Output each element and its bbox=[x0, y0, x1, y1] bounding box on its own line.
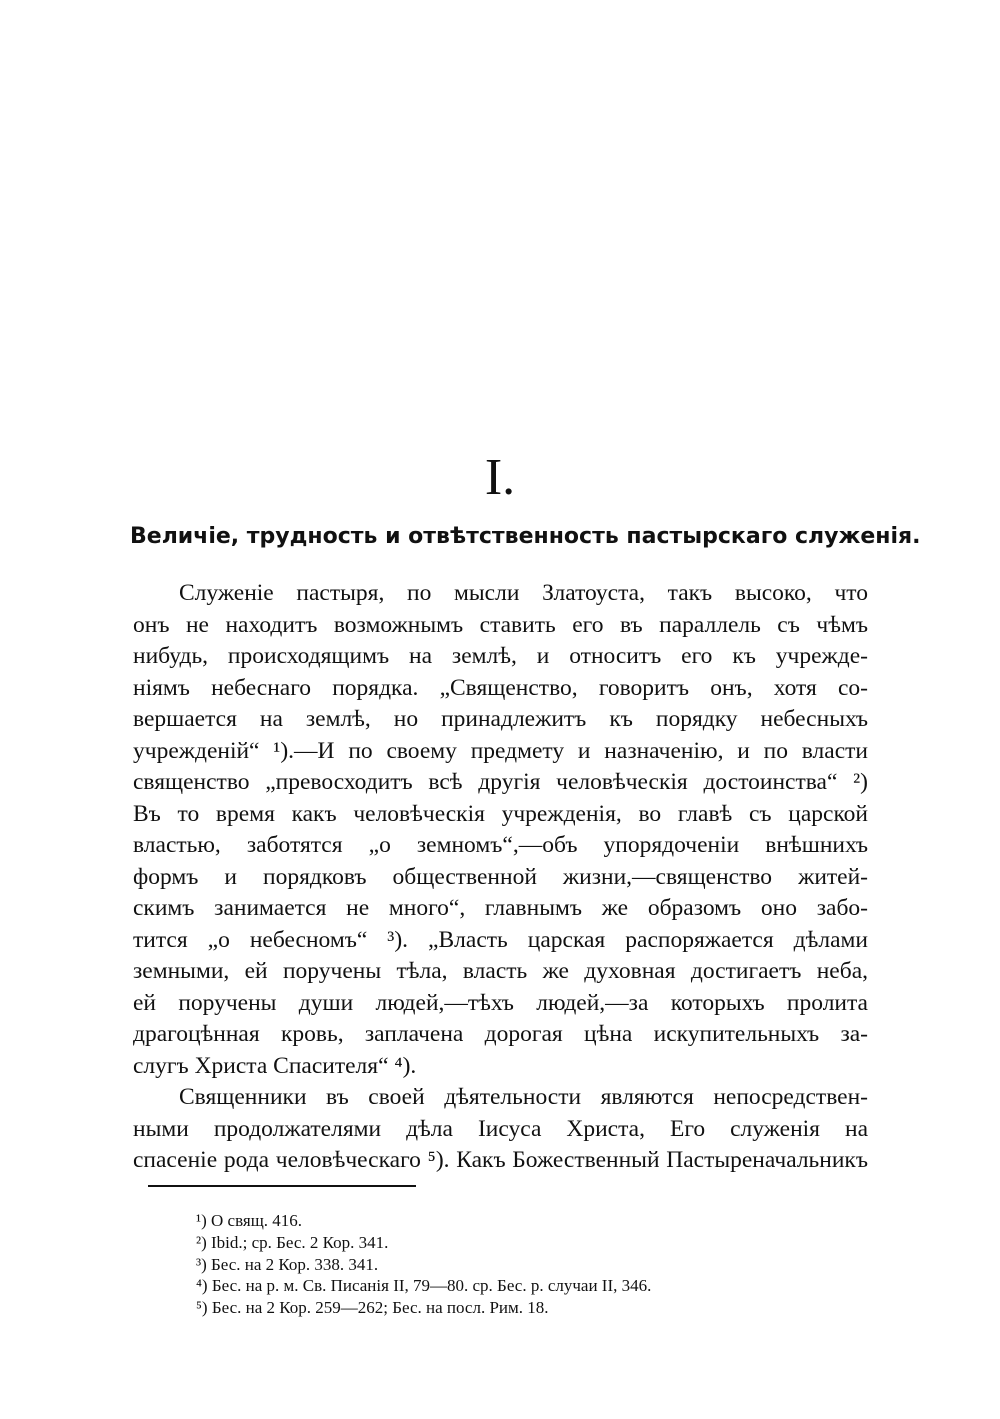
text-line: ными продолжателями дѣла Іисуса Христа, Его служенія на bbox=[133, 1115, 868, 1142]
text-line: ей поручены души людей,—тѣхъ людей,—за которыхъ пролита bbox=[133, 989, 868, 1016]
text-line: земными, ей поручены тѣла, власть же духовная достигаетъ неба, bbox=[133, 958, 868, 984]
text-line: ніямъ небеснаго порядка. „Священство, говоритъ онъ, хотя со- bbox=[133, 674, 868, 701]
text-line: скимъ занимается не много“, главнымъ же образомъ оно забо- bbox=[133, 895, 868, 921]
text-line: властью, заботятся „о земномъ“,—объ упорядоченіи внѣшнихъ bbox=[133, 832, 868, 858]
text-line: онъ не находитъ возможнымъ ставить его въ параллель съ чѣмъ bbox=[133, 611, 868, 638]
text-line: вершается на землѣ, но принадлежитъ къ порядку небесныхъ bbox=[133, 706, 868, 732]
footnote-5: ⁵) Бес. на 2 Кор. 259—262; Бес. на посл. Рим. 18. bbox=[196, 1298, 549, 1318]
footnote-2: ²) Ibid.; ср. Бес. 2 Кор. 341. bbox=[196, 1232, 389, 1252]
footnote-4: ⁴) Бес. на р. м. Св. Писанія II, 79—80. ср. Бес. р. случаи II, 346. bbox=[196, 1276, 652, 1296]
chapter-title: Величіе, трудность и отвѣтственность пастырскаго служенія. bbox=[130, 524, 921, 549]
chapter-number: I. bbox=[484, 449, 516, 506]
footnotes bbox=[196, 1210, 816, 1319]
paragraph-2 bbox=[133, 1082, 868, 1177]
body-text bbox=[133, 578, 868, 1177]
text-line: учрежденій“ ¹).—И по своему предмету и назначенію, и по власти bbox=[133, 737, 868, 764]
text-line: Въ то время какъ человѣческія учрежденія, во главѣ съ царской bbox=[133, 800, 868, 827]
paragraph-1 bbox=[133, 578, 868, 1082]
text-line: тится „о небесномъ“ ³). „Власть царская распоряжается дѣлами bbox=[133, 926, 868, 953]
footnote-3: ³) Бес. на 2 Кор. 338. 341. bbox=[196, 1254, 379, 1274]
text-line: нибудь, происходящимъ на землѣ, и относитъ его къ учрежде- bbox=[133, 643, 868, 669]
text-line: слугъ Христа Спасителя“ ⁴). bbox=[133, 1052, 417, 1079]
footnote-1: ¹) О свящ. 416. bbox=[196, 1211, 303, 1230]
text-line: драгоцѣнная кровь, заплачена дорогая цѣна искупительныхъ за- bbox=[133, 1021, 868, 1047]
text-line: священство „превосходитъ всѣ другія человѣческія достоинства“ ²) bbox=[133, 769, 868, 795]
text-line: спасеніе рода человѣческаго ⁵). Какъ Божественный Пастыреначальникъ bbox=[133, 1147, 868, 1173]
text-line: Священники въ своей дѣятельности являются непосредствен- bbox=[179, 1084, 868, 1110]
text-line: формъ и порядковъ общественной жизни,—священство житей- bbox=[133, 863, 868, 890]
footnote-divider bbox=[148, 1185, 416, 1187]
text-line: Служеніе пастыря, по мысли Златоуста, такъ высоко, что bbox=[179, 580, 868, 606]
